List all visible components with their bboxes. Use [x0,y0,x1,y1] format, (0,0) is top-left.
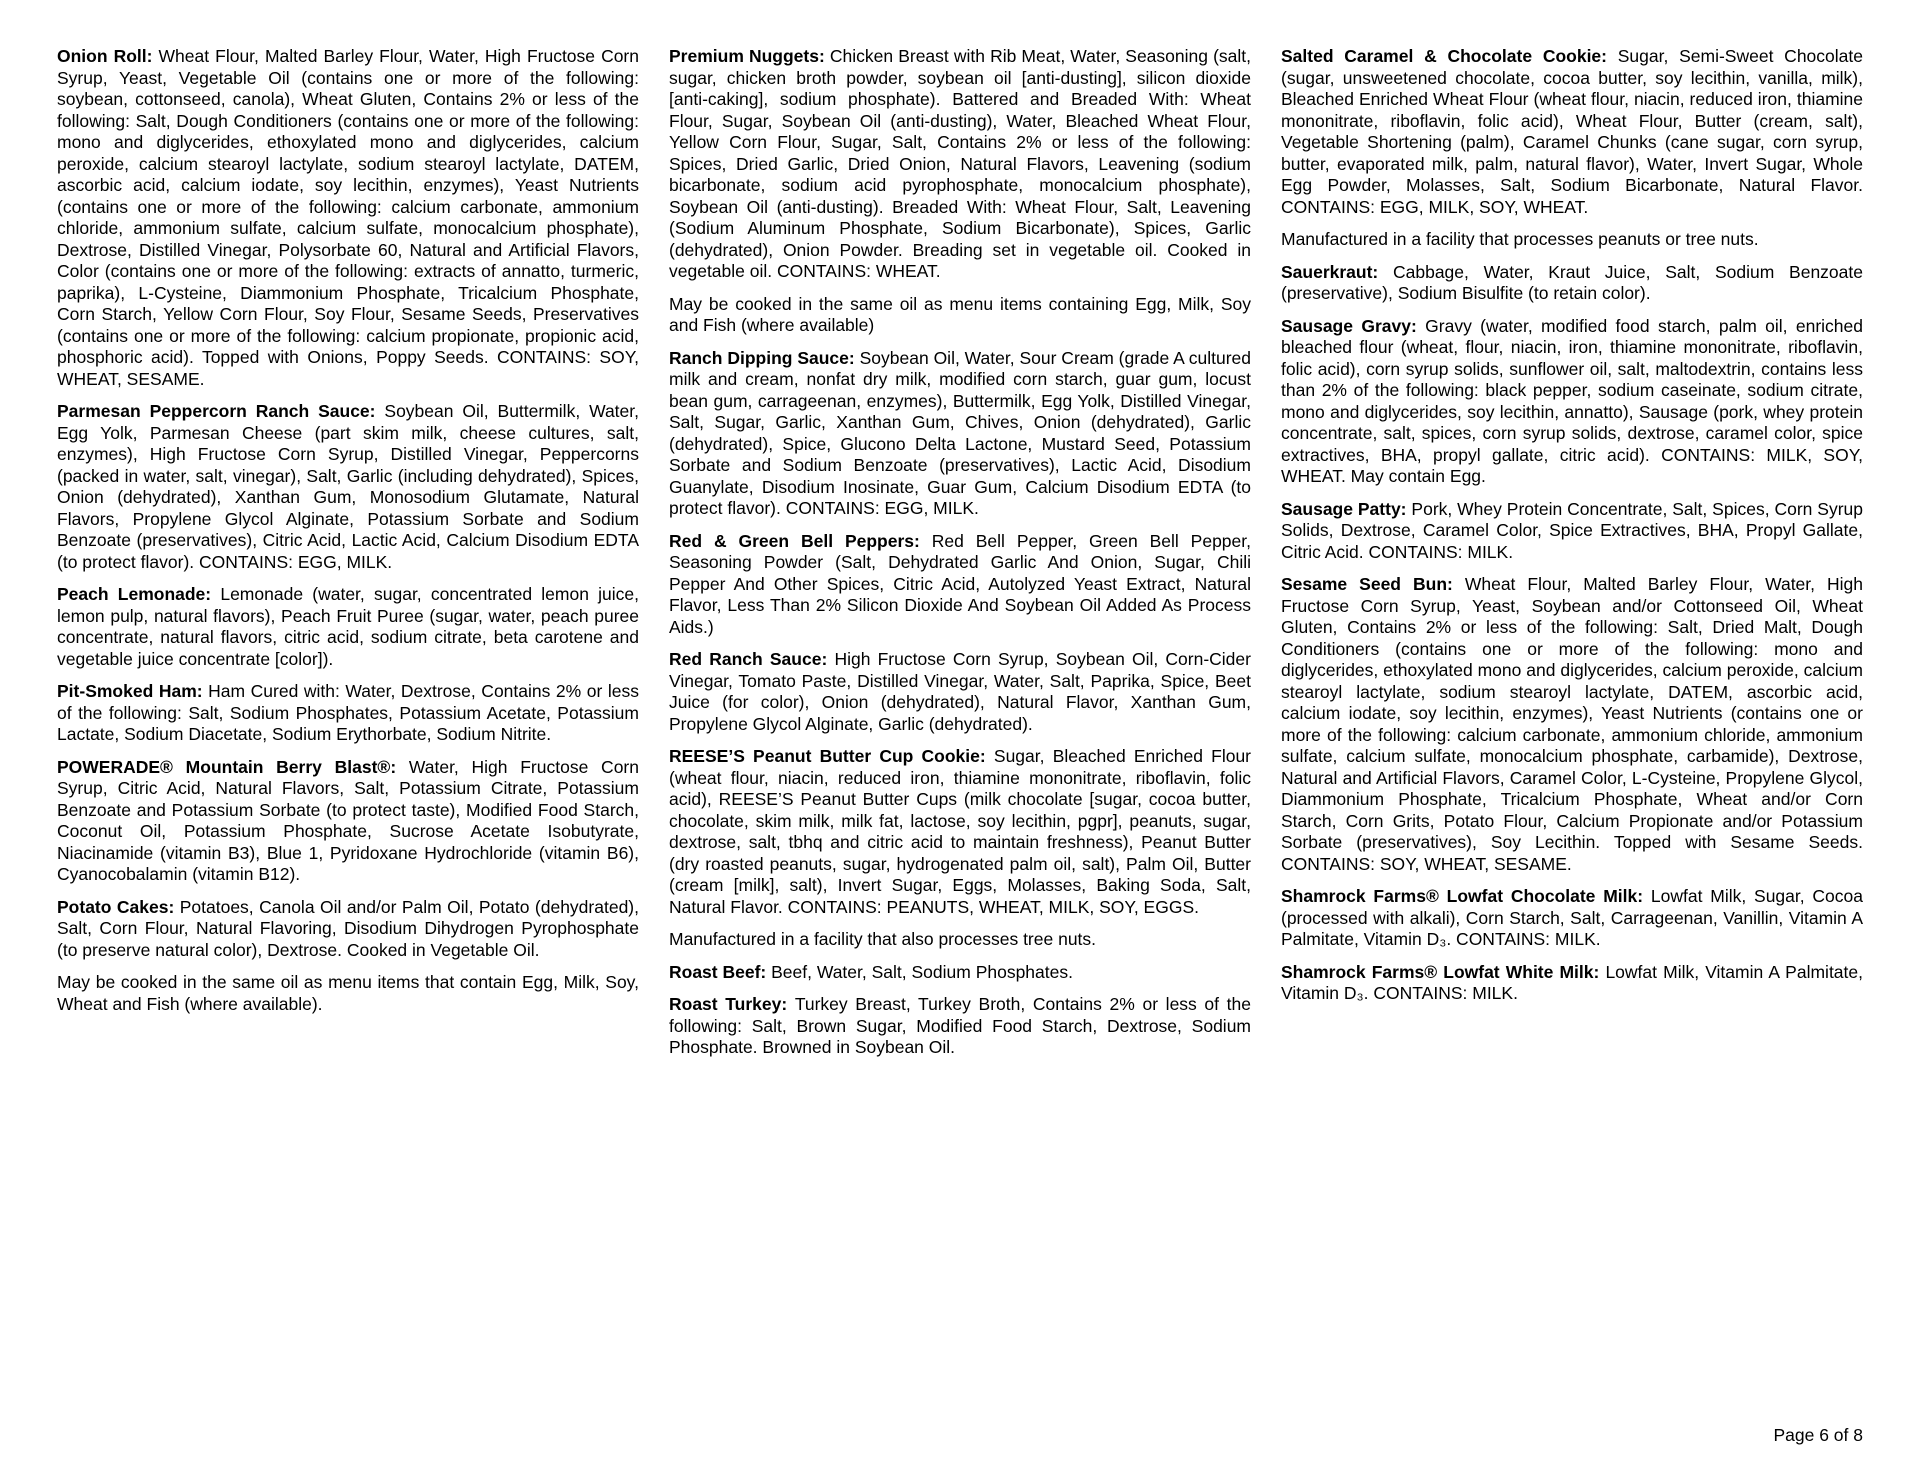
ingredient-name: Pit-Smoked Ham: [57,681,209,701]
ingredient-name: Roast Turkey: [669,994,795,1014]
ingredient-text: May be cooked in the same oil as menu items containing Egg, Milk, Soy and Fish (where available) [669,293,1251,335]
ingredient-text: Ham Cured with: Water, Dextrose, Contains 2% or less of the following: Salt, Sodium Phosphates, Potassium Acetate, Potassium Lactate, Sodium Diacetate, Sodium Erythorbate, Sodium Nitrite. [57,681,640,744]
ingredient-name: Shamrock Farms® Lowfat White Milk: [1281,961,1606,982]
ingredient-name: POWERADE® Mountain Berry Blast®: [57,756,409,777]
ingredient-entry [1281,962,1863,1005]
ingredient-text: Wheat Flour, Malted Barley Flour, Water, High Fructose Corn Syrup, Yeast, Vegetable Oil (contains one or more of the following: soybean, cottonseed, canola), Wheat Gluten, Contains 2% or less of the following: Salt, Dough Conditioners (contains one or more of the following: mono and diglycerides, ethoxylated mono and diglycerides, calcium peroxide, calcium stearoyl lactylate, sodium stearoyl lactylate, DATEM, ascorbic acid, calcium iodate, soy lecithin, enzymes), Yeast Nutrients (contains one or more of the following: calcium carbonate, ammonium chloride, ammonium sulfate, calcium sulfate, monocalcium phosphate), Dextrose, Distilled Vinegar, Polysorbate 60, Natural and Artificial Flavors, Color (contains one or more of the following: extracts of annatto, turmeric, paprika), L-Cysteine, Diammonium Phosphate, Tricalcium Phosphate, Corn Starch, Yellow Corn Flour, Soy Flour, Sesame Seeds, Preservatives (contains one or more of the following: calcium propionate, propionic acid, phosphoric acid). Topped with Onions, Poppy Seeds. CONTAINS: SOY, WHEAT, SESAME. [57,46,639,389]
ingredient-text: Cabbage, Water, Kraut Juice, Salt, Sodium Benzoate (preservative), Sodium Bisulfite (to retain color). [1281,261,1863,303]
ingredient-text: High Fructose Corn Syrup, Soybean Oil, Corn-Cider Vinegar, Tomato Paste, Distilled Vinegar, Water, Salt, Paprika, Spice, Beet Juice (for color), Onion (dehydrated), Natural Flavor, Xanthan Gum, Propylene Glycol Alginate, Garlic (dehydrated). [669,649,1251,734]
ingredient-text: Gravy (water, modified food starch, palm oil, enriched bleached flour (wheat, flour, niacin, iron, thiamine mononitrate, riboflavin, folic acid), corn syrup solids, sunflower oil, salt, maltodextrin, contains less than 2% of the following: black pepper, sodium caseinate, sodium citrate, mono and diglycerides, soy lecithin, annatto), Sausage (pork, whey protein concentrate, salt, spices, corn syrup solids, dextrose, caramel color, spice extractives, BHA, propyl gallate, citric acid). CONTAINS: MILK, SOY, WHEAT. May contain Egg. [1281,315,1863,486]
ingredient-entry [1281,499,1863,564]
ingredient-entry [1281,316,1863,488]
ingredient-entry [57,584,639,670]
ingredient-entry [669,294,1251,337]
ingredient-entry [669,46,1251,283]
page-number: Page 6 of 8 [1773,1424,1863,1445]
ingredient-entry [57,46,639,390]
ingredient-text: Manufactured in a facility that also processes tree nuts. [669,929,1097,949]
ingredient-name: Red Ranch Sauce: [669,649,835,669]
ingredient-entry [669,649,1251,735]
ingredient-text: Potatoes, Canola Oil and/or Palm Oil, Potato (dehydrated), Salt, Corn Flour, Natural Flavoring, Disodium Dihydrogen Pyrophosphate (to preserve natural color), Dextrose. Cooked in Vegetable Oil. [57,896,639,960]
ingredient-name: Shamrock Farms® Lowfat Chocolate Milk: [1281,886,1651,906]
ingredient-text: Soybean Oil, Buttermilk, Water, Egg Yolk, Parmesan Cheese (part skim milk, cheese cultures, salt, enzymes), High Fructose Corn Syrup, Distilled Vinegar, Peppercorns (packed in water, salt, vinegar), Salt, Garlic (including dehydrated), Spices, Onion (dehydrated), Xanthan Gum, Monosodium Glutamate, Natural Flavors, Propylene Glycol Alginate, Potassium Sorbate and Sodium Benzoate (preservatives), Citric Acid, Lactic Acid, Calcium Disodium EDTA (to protect flavor). CONTAINS: EGG, MILK. [57,401,640,572]
ingredient-text: Pork, Whey Protein Concentrate, Salt, Spices, Corn Syrup Solids, Dextrose, Caramel Color, Spice Extractives, BHA, Propyl Gallate, Citric Acid. CONTAINS: MILK. [1281,498,1864,562]
ingredient-name: REESE’S Peanut Butter Cup Cookie: [669,746,994,766]
ingredient-text: Manufactured in a facility that processes peanuts or tree nuts. [1281,229,1759,249]
ingredient-entry [1281,886,1863,951]
ingredient-text: Turkey Breast, Turkey Broth, Contains 2% or less of the following: Salt, Brown Sugar, Modified Food Starch, Dextrose, Sodium Phosphate. Browned in Soybean Oil. [669,994,1251,1057]
ingredient-entry [669,962,1251,984]
ingredient-entry [669,929,1251,951]
ingredient-column-2 [669,46,1251,1070]
ingredient-name: Potato Cakes: [57,896,180,917]
ingredient-text: Wheat Flour, Malted Barley Flour, Water, High Fructose Corn Syrup, Yeast, Soybean and/or Cottonseed Oil, Wheat Gluten, Contains 2% or less of the following: Salt, Dried Malt, Dough Conditioners (contains one or more of the following: mono and diglycerides, ethoxylated mono and diglycerides, calcium peroxide, calcium stearoyl lactylate, sodium stearoyl lactylate, DATEM, ascorbic acid, calcium iodate, soy lecithin, enzymes), Yeast Nutrients (contains one or more of the following: calcium carbonate, ammonium chloride, ammonium sulfate, calcium sulfate, monocalcium phosphate, carbamide), Dextrose, Natural and Artificial Flavors, Caramel Color, L-Cysteine, Propylene Glycol, Diammonium Phosphate, Tricalcium Phosphate, Wheat and/or Corn Starch, Corn Grits, Potato Flour, Calcium Propionate and/or Potassium Sorbate (preservatives), Soy Lecithin. Topped with Sesame Seeds. CONTAINS: SOY, WHEAT, SESAME. [1281,574,1864,874]
ingredient-name: Onion Roll: [57,46,159,66]
ingredient-text: Soybean Oil, Water, Sour Cream (grade A cultured milk and cream, nonfat dry milk, modified corn starch, guar gum, locust bean gum, carrageenan, enzymes), Buttermilk, Egg Yolk, Distilled Vinegar, Salt, Sugar, Garlic, Xanthan Gum, Chives, Onion (dehydrated), Garlic (dehydrated), Spice, Glucono Delta Lactone, Mustard Seed, Potassium Sorbate and Sodium Benzoate (preservatives), Lactic Acid, Disodium Guanylate, Disodium Inosinate, Guar Gum, Calcium Disodium EDTA (to protect flavor). CONTAINS: EGG, MILK. [669,347,1252,518]
ingredient-entry [1281,262,1863,305]
ingredient-entry [57,972,639,1015]
ingredient-entry [57,401,639,573]
ingredient-text: Chicken Breast with Rib Meat, Water, Seasoning (salt, sugar, chicken broth powder, soybean oil [anti-dusting], silicon dioxide [anti-caking], sodium phosphate). Battered and Breaded With: Wheat Flour, Sugar, Soybean Oil (anti-dusting), Water, Bleached Wheat Flour, Yellow Corn Flour, Sugar, Salt, Contains 2% or less of the following: Spices, Dried Garlic, Dried Onion, Natural Flavors, Leavening (sodium bicarbonate, sodium acid pyrophosphate, monocalcium phosphate), Soybean Oil (anti-dusting). Breaded With: Wheat Flour, Salt, Leavening (Sodium Aluminum Phosphate, Sodium Bicarbonate), Spices, Garlic (dehydrated), Onion Powder. Breading set in vegetable oil. Cooked in vegetable oil. CONTAINS: WHEAT. [669,46,1251,281]
ingredient-entry [1281,574,1863,875]
ingredient-text: May be cooked in the same oil as menu items that contain Egg, Milk, Soy, Wheat and Fish (where available). [57,972,639,1014]
ingredient-name: Ranch Dipping Sauce: [669,347,860,368]
ingredient-text: Lowfat Milk, Vitamin A Palmitate, Vitamin D₃. CONTAINS: MILK. [1281,961,1863,1003]
ingredient-name: Parmesan Peppercorn Ranch Sauce: [57,401,385,421]
ingredient-name: Roast Beef: [669,961,772,982]
ingredient-column-3 [1281,46,1863,1016]
ingredient-entry [57,897,639,962]
ingredient-column-1 [57,46,639,1026]
ingredient-text: Lowfat Milk, Sugar, Cocoa (processed with alkali), Corn Starch, Salt, Carrageenan, Vanillin, Vitamin A Palmitate, Vitamin D₃. CONTAINS: MILK. [1281,886,1864,949]
ingredient-text: Sugar, Semi-Sweet Chocolate (sugar, unsweetened chocolate, cocoa butter, soy lecithin, vanilla, milk), Bleached Enriched Wheat Flour (wheat flour, niacin, reduced iron, thiamine mononitrate, riboflavin, folic acid), Wheat Flour, Butter (cream, salt), Vegetable Shortening (palm), Caramel Chunks (cane sugar, corn syrup, butter, evaporated milk, palm, natural flavor), Water, Invert Sugar, Whole Egg Powder, Molasses, Salt, Sodium Bicarbonate, Natural Flavor. CONTAINS: EGG, MILK, SOY, WHEAT. [1281,46,1863,217]
ingredient-text: Sugar, Bleached Enriched Flour (wheat flour, niacin, reduced iron, thiamine mononitrate, riboflavin, folic acid), REESE’S Peanut Butter Cups (milk chocolate [sugar, cocoa butter, chocolate, skim milk, milk fat, lactose, soy lecithin, pgpr], peanuts, sugar, dextrose, salt, tbhq and citric acid to maintain freshness), Peanut Butter (dry roasted peanuts, sugar, hydrogenated palm oil, salt), Palm Oil, Butter (cream [milk], salt), Invert Sugar, Eggs, Molasses, Baking Soda, Salt, Natural Flavor. CONTAINS: PEANUTS, WHEAT, MILK, SOY, EGGS. [669,746,1252,917]
ingredient-entry [57,681,639,746]
ingredient-entry [1281,46,1863,218]
ingredient-entry [669,746,1251,918]
ingredient-entry [1281,229,1863,251]
ingredient-text: Lemonade (water, sugar, concentrated lemon juice, lemon pulp, natural flavors), Peach Fruit Puree (sugar, water, peach puree concentrate, natural flavors, citric acid, sodium citrate, beta carotene and vegetable juice concentrate [color]). [57,584,639,669]
ingredient-name: Sausage Gravy: [1281,315,1426,336]
ingredient-name: Red & Green Bell Peppers: [669,530,932,551]
ingredient-text: Water, High Fructose Corn Syrup, Citric Acid, Natural Flavors, Salt, Potassium Citrate, Potassium Benzoate and Potassium Sorbate (to protect taste), Modified Food Starch, Coconut Oil, Potassium Phosphate, Sucrose Acetate Isobutyrate, Niacinamide (vitamin B3), Blue 1, Pyridoxane Hydrochloride (vitamin B6), Cyanocobalamin (vitamin B12). [57,756,639,884]
ingredient-text: Beef, Water, Salt, Sodium Phosphates. [771,961,1073,982]
ingredient-entry [669,531,1251,639]
ingredient-entry [57,757,639,886]
ingredient-name: Premium Nuggets: [669,46,830,66]
ingredient-name: Sesame Seed Bun: [1281,574,1465,594]
ingredient-entry [669,348,1251,520]
ingredient-entry [669,994,1251,1059]
ingredient-name: Peach Lemonade: [57,584,221,604]
ingredient-name: Sausage Patty: [1281,498,1412,519]
ingredient-columns [57,46,1863,1070]
ingredient-name: Sauerkraut: [1281,261,1393,282]
ingredient-name: Salted Caramel & Chocolate Cookie: [1281,46,1618,66]
ingredient-text: Red Bell Pepper, Green Bell Pepper, Seasoning Powder (Salt, Dehydrated Garlic And Onion, Sugar, Chili Pepper And Other Spices, Citric Acid, Autolyzed Yeast Extract, Natural Flavor, Less Than 2% Silicon Dioxide And Soybean Oil Added As Process Aids.) [669,530,1251,637]
